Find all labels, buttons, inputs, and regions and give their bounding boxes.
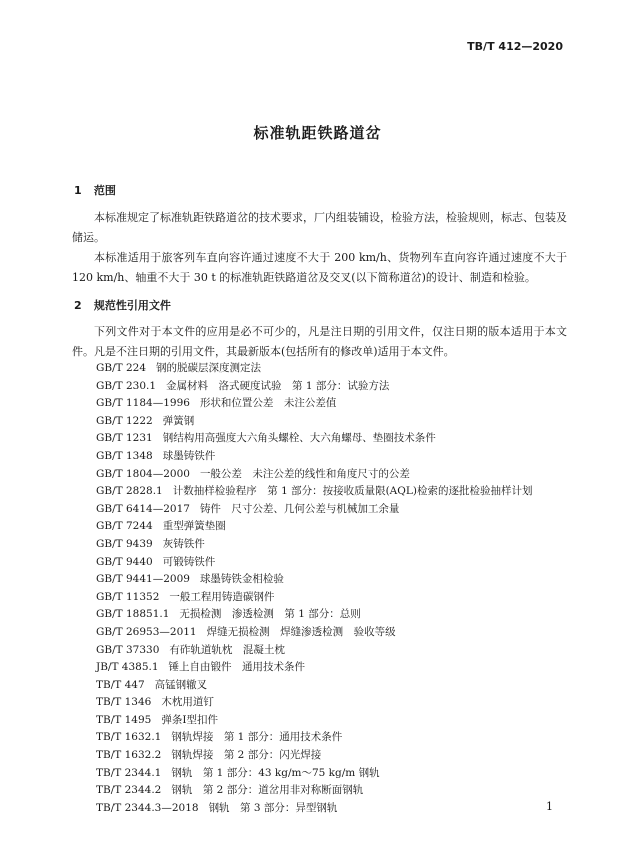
- reference-code: TB/T 1632.1: [96, 731, 162, 744]
- reference-item: [96, 677, 532, 695]
- reference-code: GB/T 9440: [96, 555, 153, 568]
- reference-title: 可锻铸铁件: [162, 555, 216, 568]
- section-number: 1: [74, 184, 82, 197]
- reference-list: [96, 360, 532, 817]
- reference-title: 无损检测 渗透检测 第 1 部分：总则: [179, 608, 361, 621]
- reference-code: TB/T 447: [96, 678, 145, 691]
- reference-code: GB/T 1222: [96, 414, 153, 427]
- reference-title: 弹条Ⅰ型扣件: [161, 713, 218, 726]
- reference-title: 钢的脱碳层深度测定法: [156, 362, 262, 374]
- reference-code: GB/T 11352: [96, 590, 160, 603]
- reference-title: 球墨铸铁金相检验: [199, 573, 284, 586]
- reference-title: 钢轨 第 1 部分：43 kg/m～75 kg/m 钢轨: [171, 766, 380, 779]
- reference-code: GB/T 7244: [96, 520, 153, 533]
- reference-item: [96, 501, 532, 519]
- reference-code: GB/T 9439: [96, 537, 153, 550]
- reference-code: TB/T 1346: [96, 696, 152, 709]
- reference-title: 一般公差 未注公差的线性和角度尺寸的公差: [199, 467, 410, 480]
- reference-code: GB/T 1804—2000: [96, 467, 190, 480]
- references-intro: 下列文件对于本文件的应用是必不可少的，凡是注日期的引用文件，仅注日期的版本适用于本文件。凡是不注日期的引用文件，其最新版本(包括所有的修改单)适用于本文件。: [72, 325, 567, 358]
- reference-item: [96, 747, 532, 765]
- reference-item: [96, 518, 532, 536]
- reference-item: [96, 765, 532, 783]
- reference-item: [96, 782, 532, 800]
- reference-code: TB/T 2344.3—2018: [96, 801, 199, 814]
- reference-title: 高锰钢辙叉: [154, 678, 208, 691]
- reference-code: GB/T 2828.1: [96, 485, 163, 498]
- reference-title: 弹簧钢: [162, 414, 195, 427]
- scope-paragraph-2: 本标准适用于旅客列车直向容许通过速度不大于 200 km/h、货物列车直向容许通过速度不大于 120 km/h、轴重不大于 30 t 的标准轨距铁路道岔及交叉(以下简称道岔)的设计、制造和检验。: [72, 251, 567, 284]
- reference-item: [96, 800, 532, 818]
- reference-code: GB/T 6414—2017: [96, 502, 190, 515]
- reference-item: [96, 360, 532, 378]
- section-1-heading: [74, 182, 116, 198]
- reference-title: 木枕用道钉: [161, 696, 214, 709]
- reference-title: 灰铸铁件: [162, 537, 205, 550]
- reference-title: 钢轨焊接 第 2 部分：闪光焊接: [171, 749, 322, 762]
- reference-item: [96, 729, 532, 747]
- reference-item: [96, 378, 532, 396]
- reference-item: [96, 624, 532, 642]
- reference-item: [96, 430, 532, 448]
- reference-item: [96, 395, 532, 413]
- reference-title: 重型弹簧垫圈: [162, 520, 226, 533]
- reference-code: JB/T 4385.1: [96, 661, 159, 674]
- reference-title: 有砟轨道轨枕 混凝土枕: [169, 643, 285, 656]
- reference-title: 铸件 尺寸公差、几何公差与机械加工余量: [199, 502, 400, 515]
- reference-item: [96, 694, 532, 712]
- reference-item: [96, 606, 532, 624]
- reference-code: GB/T 26953—2011: [96, 625, 197, 638]
- reference-item: [96, 659, 532, 677]
- reference-code: TB/T 2344.1: [96, 766, 162, 779]
- reference-item: [96, 413, 532, 431]
- reference-title: 焊缝无损检测 焊缝渗透检测 验收等级: [206, 625, 396, 638]
- page-number: 1: [546, 800, 553, 813]
- section-number: 2: [74, 299, 82, 312]
- reference-code: GB/T 18851.1: [96, 608, 170, 621]
- section-title: 范围: [93, 184, 116, 197]
- standard-number: TB/T 412—2020: [467, 40, 563, 53]
- reference-title: 形状和位置公差 未注公差值: [199, 397, 337, 410]
- reference-title: 一般工程用铸造碳钢件: [169, 590, 275, 603]
- reference-title: 锤上自由锻件 通用技术条件: [168, 661, 306, 674]
- reference-item: [96, 483, 532, 501]
- reference-code: GB/T 37330: [96, 643, 160, 656]
- reference-code: TB/T 2344.2: [96, 784, 162, 797]
- reference-item: [96, 448, 532, 466]
- reference-item: [96, 589, 532, 607]
- reference-code: GB/T 1184—1996: [96, 397, 190, 410]
- reference-title: 钢轨焊接 第 1 部分：通用技术条件: [171, 731, 343, 744]
- reference-title: 计数抽样检验程序 第 1 部分：按接收质量限(AQL)检索的逐批检验抽样计划: [172, 485, 533, 498]
- reference-code: GB/T 9441—2009: [96, 573, 190, 586]
- reference-item: [96, 642, 532, 660]
- reference-code: TB/T 1495: [96, 713, 152, 726]
- reference-code: TB/T 1632.2: [96, 749, 162, 762]
- section-2-heading: [74, 297, 171, 313]
- reference-title: 钢轨 第 3 部分：异型钢轨: [208, 801, 338, 814]
- reference-item: [96, 466, 532, 484]
- reference-title: 金属材料 洛式硬度试验 第 1 部分：试验方法: [166, 379, 390, 392]
- scope-paragraph-1: 本标准规定了标准轨距铁路道岔的技术要求，厂内组装铺设，检验方法，检验规则，标志、包装及储运。: [72, 211, 567, 244]
- reference-code: GB/T 224: [96, 362, 147, 374]
- reference-item: [96, 554, 532, 572]
- reference-item: [96, 536, 532, 554]
- section-title: 规范性引用文件: [93, 299, 171, 312]
- reference-title: 钢轨 第 2 部分：道岔用非对称断面钢轨: [171, 784, 364, 797]
- reference-item: [96, 571, 532, 589]
- reference-code: GB/T 1348: [96, 449, 153, 462]
- reference-code: GB/T 230.1: [96, 379, 157, 392]
- reference-item: [96, 712, 532, 730]
- reference-title: 球墨铸铁件: [162, 449, 216, 462]
- reference-title: 钢结构用高强度大六角头螺栓、大六角螺母、垫圈技术条件: [162, 432, 436, 445]
- reference-code: GB/T 1231: [96, 432, 153, 445]
- document-title: 标准轨距铁路道岔: [253, 124, 382, 142]
